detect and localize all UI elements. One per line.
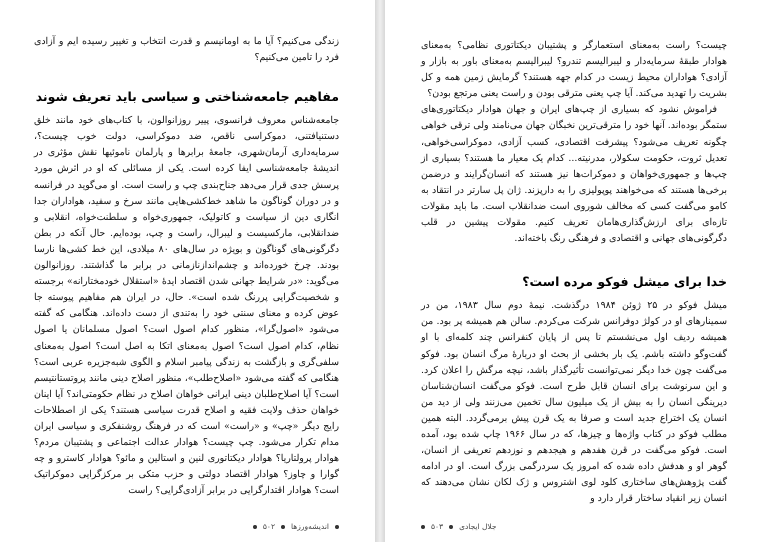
right-page — [385, 0, 761, 542]
footer-dot-icon — [449, 525, 453, 529]
right-section-heading: خدا برای میشل فوکو مرده است؟ — [522, 274, 727, 290]
left-page-number: ۵۰۲ — [262, 522, 275, 531]
right-paragraph-2: فراموش نشود که بسیاری از چپ‌های ایران و جهان هوادار دیکتاتوری‌های ستمگر بوده‌اند. آنها خود را مترقی‌ترین نخبگان جهان می‌نامند ولی ترقی خواهی چگونه تعریف می‌شود؟ پیشرفت اقتصادی، کسب آزادی، دموکراسی‌خواهی، تعدیل ثروت، حکومت سکولار، مدرنیته... کدام یک معیار ما هستند؟ بسیاری از چپ‌ها و جمهوری‌خواهان و دموکرات‌ها نیز هستند که انسان‌گرایند و درضمن برخی‌ها هستند که می‌خواهند پوپولیزی را به دارپزند. ژان پل سارتر در انتقاد به کامو می‌گفت کسی که مخالف شوروی است ضدانقلاب است. ما باید مقولات تازه‌ای برای ارزش‌گذاری‌هامان تعریف کنیم. مقولات پیشین در قلب دگرگونی‌های جهانی و اقتصادی و فرهنگی رنگ باخته‌اند. — [421, 104, 727, 245]
right-page-number: ۵۰۳ — [431, 522, 444, 531]
left-body-paragraph: جامعه‌شناس معروف فرانسوی، پییر روزانوالون، با کتاب‌های خود مانند خلق دستنیافتنی، دموکراسی ناقص، ضد دموکراسی، دولت خوب چیست؟، سرمایه‌داری آرمان‌شهری، جامعهٔ برابرها و پارلمان ناموئیها نقش مؤثری در اندیشهٔ جامعه‌شناسی ایفا کرده است. یکی از مسائلی که او در اثرش مورد پرسش جدی قرار می‌دهد جناح‌بندی چپ و راست است. او می‌گوید در فرانسه و در دوران گوناگون ما شاهد خط‌کشی‌هایی مانند سرخ و سفید، هواداران جدا انگاری دین از سیاست و کاتولیک، جمهوری‌خواه و سلطنت‌خواه، انقلابی و ضدانقلابی، مارکسیست و لیبرال، راست و چپ، بوده‌ایم. حال آنکه در بطن دگرگونی‌های گوناگون و بویژه در سال‌های ۸۰ میلادی، این خط کشی‌ها نارسا بودند. چرخ خورده‌اند و چشم‌اندازنا‌زمانی در برابر ما گذاشتند. روزانوالون می‌گوید: «در شرایط جهانی شدن اقتصاد ایدهٔ «استقلال خودمختارانه» برجسته و شخصیت‌گرایی پررنگ شده است». حال، در ایران هم مفاهیم پیوسته جا عوض کرده و معنای سنتی خود را به‌تندی از دست داده‌اند. هنگامی که گفته می‌شود «اصول‌گرا»، منظور کدام اصول است؟ اصول مسلمانان یا اصول نظام، کدام اصول است؟ اصول به‌معنای اتکا به اصل است؟ اصول به‌معنای سلفی‌گری و بازگشت به زندگی پیامبر اسلام و الگوی شبه‌جزیره عربی است؟ هنگامی که گفته می‌شود «اصلاح‌طلب»، منظور اصلاح دینی مانند پروتستانتیسم است؟ آیا اصلاح‌طلبان دینی ایرانی خواهان اصلاح در نظام حکومتی‌اند؟ آیا اینان خواهان حذف ولایت فقیه و اصلاح قدرت سیاسی هستند؟ یکی از اصطلاحات رایج دیگر «چپ» و «راست» است که در فرهنگ روشنفکری و سیاسی ایران مدام تکرار می‌شود. چپ چیست؟ هوادار عدالت اجتماعی و پشتیبان مردم؟ هوادار پرولتاریا؟ هوادار دیکتاتوری لنین و استالین و مائو؟ هوادار کاسترو و چه گوارا و چاوز؟ هوادار اقتصاد دولتی و حزب متکی بر مرکزگرایی دموکراتیک است؟ هوادار اقتدارگرایی در برابر آزادی‌گرایی؟ راست — [34, 115, 339, 497]
left-footer — [253, 522, 339, 531]
right-paragraph-1: چیست؟ راست به‌معنای استعمارگر و پشتیبان دیکتاتوری نظامی؟ به‌معنای هوادار طبقهٔ سرمایه‌دار و لیبرالیسم تندرو؟ لیبرالیسم به‌معنای باور به بازار و آزادی؟ هواداران محیط زیست در کدام جهه هستند؟ گرمایش زمین همه و کل بشریت را تهدید می‌کند. آیا چپ یعنی مترقی بودن و راست یعنی مرتجع بودن؟ — [421, 40, 727, 100]
right-footer-title: جلال ایجادی — [459, 522, 497, 531]
right-footer — [421, 522, 497, 531]
book-gutter — [375, 0, 385, 542]
right-body-paragraph: میشل فوکو در ۲۵ ژوئن ۱۹۸۴ درگذشت. نیمهٔ دوم سال ۱۹۸۳، من در سمینارهای او در کولژ دوفرانس شرکت می‌کردم. سالن هم همیشه پر بود. من همیشه ردیف اول می‌نشستم تا پس از پایان کنفرانس چند کلمه‌ای با او گفت‌وگو داشته باشم. یک بار بخشی از بحث او دربارهٔ مرگ انسان بود. فوکو می‌گفت چون خدا دیگر نمی‌توانست تأثیرگذار باشد، نیچه مرگش را اعلان کرد. و این سرنوشت برای انسان قابل طرح است. فوکو می‌گفت انسان‌شناسان دیرینگی انسان را به بیش از یک میلیون سال تخمین می‌زنند ولی از دید من انسان یک اختراع جدید است و صرفا به یک قرن پیش برمی‌گردد. البته همین مطلب فوکو در کتاب واژه‌ها و چیزها، که در سال ۱۹۶۶ چاپ شده بود، آمده است. فوکو می‌گفت در قرن هفدهم و هیجدهم و نوزدهم تعریفی از انسان، گوهر او و هدفش داده شده که امروز یک سردرگمی بزرگ است. او در ادامه گفت پژوهش‌های ساختاری کلود لوی اشتروس و ژک لکان نشان می‌دهند که انسان زیر انقیاد ساختار قرار دارد و — [421, 300, 727, 505]
footer-dot-icon — [253, 525, 257, 529]
footer-dot-icon — [335, 525, 339, 529]
left-intro-paragraph: زندگی می‌کنیم؟ آیا ما به اومانیسم و قدرت انتخاب و تغییر رسیده ایم و آزادی فرد را تامین می‌کنیم؟ — [34, 36, 339, 64]
footer-dot-icon — [421, 525, 425, 529]
left-footer-title: اندیشه‌ورزها — [290, 522, 329, 531]
footer-dot-icon — [281, 525, 285, 529]
left-section-heading: مفاهیم جامعه‌شناختی و سیاسی باید تعریف شوند — [35, 89, 339, 105]
left-page — [0, 0, 375, 542]
